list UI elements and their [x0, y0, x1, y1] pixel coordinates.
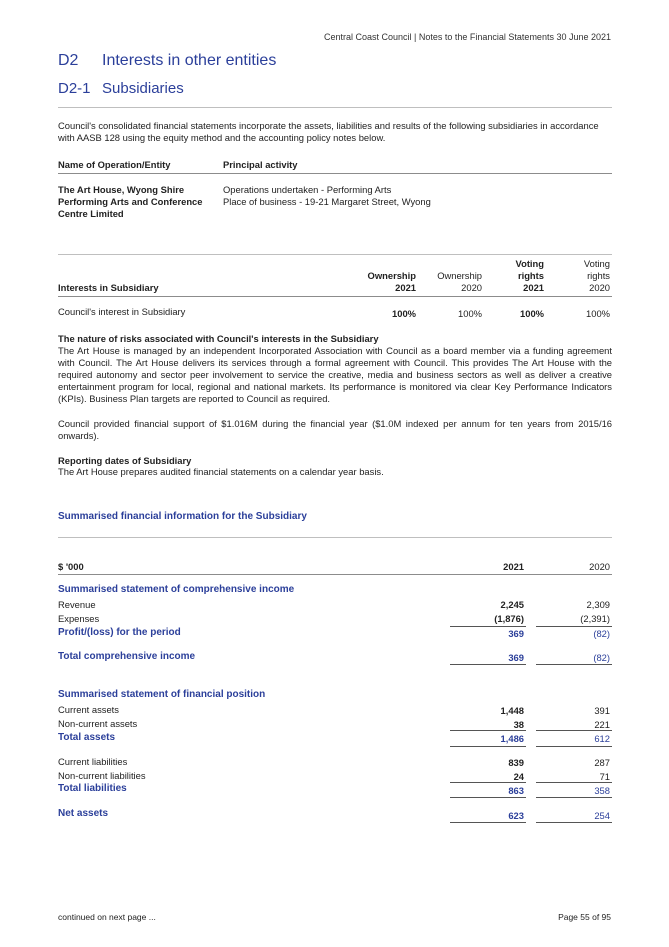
noncurrent-liabilities-2021: 24 [513, 771, 524, 782]
divider [58, 537, 612, 538]
reporting-text: The Art House prepares audited financial statements on a calendar year basis. [58, 466, 384, 477]
underline [450, 730, 526, 731]
profit-2020: (82) [593, 628, 610, 639]
noncurrent-liabilities-2020: 71 [599, 771, 610, 782]
underline [536, 626, 612, 627]
header-line: 2020 [589, 282, 610, 293]
section-heading [58, 52, 276, 70]
entity-name [58, 184, 218, 220]
underline [450, 626, 526, 627]
running-header: Central Coast Council | Notes to the Financial Statements 30 June 2021 [324, 32, 611, 42]
total-liabilities-2020: 358 [594, 785, 610, 796]
noncurrent-assets-2020: 221 [594, 719, 610, 730]
current-liabilities-label: Current liabilities [58, 756, 128, 767]
header-line: 2020 [461, 282, 482, 293]
header-line: 2021 [395, 282, 416, 293]
voting-2020-value: 100% [586, 308, 610, 319]
unit-label: $ '000 [58, 561, 84, 572]
support-paragraph: Council provided financial support of $1.016M during the financial year ($1.0M indexed per annum for ten years from 2015/16 onwards). [58, 418, 612, 441]
interest-col-header [410, 258, 482, 294]
interest-col-header [480, 258, 544, 294]
total-income-label: Total comprehensive income [58, 651, 196, 662]
net-assets-2020: 254 [594, 810, 610, 821]
underline [536, 822, 612, 823]
revenue-2021: 2,245 [500, 599, 524, 610]
divider [58, 574, 612, 575]
profit-2021: 369 [508, 628, 524, 639]
header-line: Voting [515, 258, 544, 269]
entity-name-line: Centre Limited [58, 208, 124, 219]
activity-col-header: Principal activity [223, 159, 298, 170]
intro-paragraph: Council's consolidated financial statements incorporate the assets, liabilities and results of the following subsidiaries in accordance with AASB 128 using the equity method and the accounting policy notes below. [58, 120, 599, 143]
noncurrent-assets-label: Non-current assets [58, 718, 138, 729]
ownership-2021-value: 100% [392, 308, 416, 319]
underline [450, 664, 526, 665]
interests-label: Interests in Subsidiary [58, 282, 159, 293]
current-assets-2021: 1,448 [500, 705, 524, 716]
noncurrent-liabilities-label: Non-current liabilities [58, 770, 146, 781]
ownership-2020-value: 100% [458, 308, 482, 319]
net-assets-label: Net assets [58, 808, 109, 819]
revenue-2020: 2,309 [586, 599, 610, 610]
activity-line: Place of business - 19-21 Margaret Street, Wyong [223, 196, 431, 207]
section-title: Interests in other entities [102, 52, 277, 69]
subsection-heading [58, 80, 184, 97]
entity-activity [223, 184, 431, 208]
net-assets-2021: 623 [508, 810, 524, 821]
reporting-title: Reporting dates of Subsidiary [58, 455, 192, 466]
risks-paragraph: The Art House is managed by an independent Incorporated Association with Council as a board member via a funding agreement with Council. The Art House delivers its services through a formal agreement with Council. This provides The Art House with the required autonomy and sector peer involvement to service the creative, media and business sectors as well as deliver a creative entertainment program for local, regional and national markets. Its performance is monitored via clear Key Performance Indicators (KPIs). Business Plan targets are reported to Council as required. [58, 345, 612, 404]
continued-note: continued on next page ... [58, 912, 156, 922]
voting-2021-value: 100% [520, 308, 544, 319]
total-assets-label: Total assets [58, 732, 116, 743]
current-assets-label: Current assets [58, 704, 119, 715]
total-assets-2021: 1,486 [500, 733, 524, 744]
activity-line: Operations undertaken - Performing Arts [223, 184, 392, 195]
header-line: rights [587, 270, 610, 281]
total-income-2021: 369 [508, 652, 524, 663]
underline [536, 782, 612, 783]
section-number: D2 [58, 52, 79, 69]
header-line [410, 258, 482, 270]
profit-label: Profit/(loss) for the period [58, 627, 181, 638]
underline [450, 822, 526, 823]
header-line [330, 258, 416, 270]
current-liabilities-2020: 287 [594, 757, 610, 768]
risks-title: The nature of risks associated with Council's interests in the Subsidiary [58, 333, 379, 344]
header-line: Voting [583, 258, 610, 269]
underline [536, 746, 612, 747]
underline [536, 797, 612, 798]
page-number: Page 55 of 95 [558, 912, 611, 922]
entity-col-header: Name of Operation/Entity [58, 159, 171, 170]
subsection-number: D2-1 [58, 80, 91, 97]
interest-col-header [546, 258, 610, 294]
header-line: Ownership [367, 270, 416, 281]
underline [536, 664, 612, 665]
divider [58, 107, 612, 108]
header-line: rights [517, 270, 544, 281]
underline [450, 797, 526, 798]
total-income-2020: (82) [593, 652, 610, 663]
summary-title: Summarised financial information for the Subsidiary [58, 511, 307, 522]
header-line: 2021 [523, 282, 544, 293]
expenses-label: Expenses [58, 613, 100, 624]
underline [450, 746, 526, 747]
revenue-label: Revenue [58, 599, 96, 610]
current-liabilities-2021: 839 [508, 757, 524, 768]
income-section-title: Summarised statement of comprehensive income [58, 584, 295, 595]
subsection-title: Subsidiaries [102, 80, 184, 97]
total-assets-2020: 612 [594, 733, 610, 744]
year-current-header: 2021 [503, 561, 524, 572]
total-liabilities-2021: 863 [508, 785, 524, 796]
position-section-title: Summarised statement of financial position [58, 689, 266, 700]
expenses-2021: (1,876) [494, 613, 524, 624]
divider [58, 254, 612, 255]
interest-col-header [330, 258, 416, 294]
entity-name-line: The Art House, Wyong Shire [58, 184, 185, 195]
underline [450, 782, 526, 783]
header-line: Ownership [437, 270, 482, 281]
current-assets-2020: 391 [594, 705, 610, 716]
year-prior-header: 2020 [589, 561, 610, 572]
divider [58, 296, 612, 297]
entity-name-line: Performing Arts and Conference [58, 196, 203, 207]
underline [536, 730, 612, 731]
expenses-2020: (2,391) [580, 613, 610, 624]
divider [58, 173, 612, 174]
total-liabilities-label: Total liabilities [58, 783, 127, 794]
noncurrent-assets-2021: 38 [513, 719, 524, 730]
interest-row-label: Council's interest in Subsidiary [58, 306, 186, 317]
